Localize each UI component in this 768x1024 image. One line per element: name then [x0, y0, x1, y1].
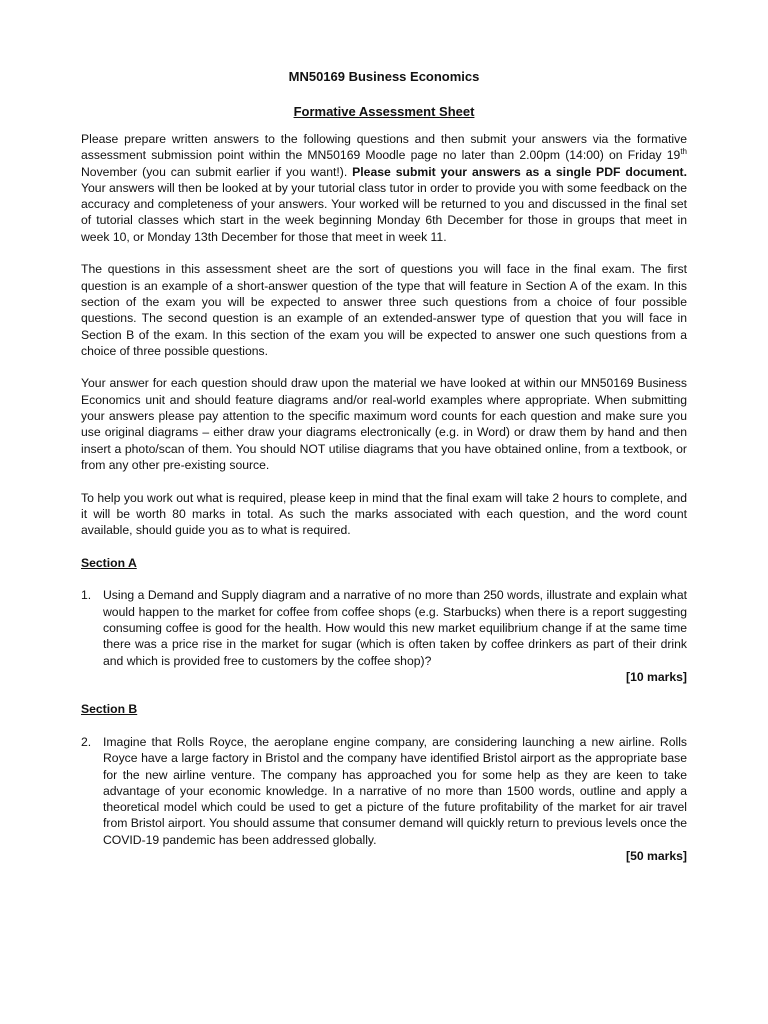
- question-2: [81, 734, 687, 864]
- document-subtitle: Formative Assessment Sheet: [293, 104, 475, 119]
- question-2-number: 2.: [81, 734, 92, 749]
- intro-text-3: Your answers will then be looked at by your tutorial class tutor in order to provide you with some feedback on the accuracy and completeness of your answers. Your worked will be returned to you and discussed in the final set of tutorial classes which start in the week beginning Monday 6th December for those in groups that meet in week 10, or Monday 13th December for those that meet in week 11.: [81, 180, 687, 244]
- section-b-heading: Section B: [81, 702, 138, 717]
- question-1-marks: [10 marks]: [626, 669, 687, 684]
- intro-bold-instruction: Please submit your answers as a single PDF document.: [352, 164, 687, 179]
- guidance-paragraph: Your answer for each question should draw upon the material we have looked at within our MN50169 Business Economics unit and should feature diagrams and/or real-world examples where appropriate. When submitting your answers please pay attention to the specific maximum word counts for each question and make sure you use original diagrams – either draw your diagrams electronically (e.g. in Word) or draw them by hand and then insert a photo/scan of them. You should NOT utilise diagrams that you have obtained online, from a textbook, or from any other pre-existing source.: [81, 376, 687, 472]
- question-1: [81, 587, 687, 685]
- requirements-paragraph: To help you work out what is required, please keep in mind that the final exam will take 2 hours to complete, and it will be worth 80 marks in total. As such the marks associated with each question, and the word count available, should guide you as to what is required.: [81, 490, 687, 538]
- intro-superscript: th: [680, 147, 687, 157]
- question-1-text: Using a Demand and Supply diagram and a narrative of no more than 250 words, illustrate and explain what would happen to the market for coffee from coffee shops (e.g. Starbucks) when there is a report suggesting consuming coffee is good for the health. How would this new market equilibrium change if at the same time there was a price rise in the market for sugar (which is often taken by coffee drinkers as part of their drink and which is provided free to customers by the coffee shop)?: [103, 588, 687, 668]
- exam-format-paragraph: The questions in this assessment sheet are the sort of questions you will face in the final exam. The first question is an example of a short-answer question of the type that will feature in Section A of the exam. In this section of the exam you will be expected to answer three such questions from a choice of four possible questions. The second question is an example of an extended-answer type of question that you will face in Section B of the exam. In this section of the exam you will be expected to answer one such questions from a choice of three possible questions.: [81, 262, 687, 358]
- document-page: [81, 64, 687, 864]
- document-title: MN50169 Business Economics: [288, 69, 480, 84]
- question-2-text: Imagine that Rolls Royce, the aeroplane engine company, are considering launching a new airline. Rolls Royce have a large factory in Bristol and the company have identified Bristol airport as the appropriate base for the new airline venture. The company has approached you for some help as they are keen to take advantage of your economic knowledge. In a narrative of no more than 1500 words, outline and apply a theoretical model which could be used to get a picture of the future profitability of the market for air travel from Bristol airport. You should assume that consumer demand will quickly return to previous levels once the COVID-19 pandemic has been addressed globally.: [103, 734, 687, 847]
- intro-text-1: Please prepare written answers to the following questions and then submit your answers via the formative assessment submission point within the MN50169 Moodle page no later than 2.00pm (14:00) on Friday 19: [81, 132, 687, 163]
- intro-paragraph: [81, 131, 687, 245]
- question-1-number: 1.: [81, 588, 92, 603]
- intro-text-2: November (you can submit earlier if you want!).: [81, 164, 353, 179]
- section-a-heading: Section A: [81, 555, 137, 570]
- question-2-marks: [50 marks]: [626, 849, 687, 864]
